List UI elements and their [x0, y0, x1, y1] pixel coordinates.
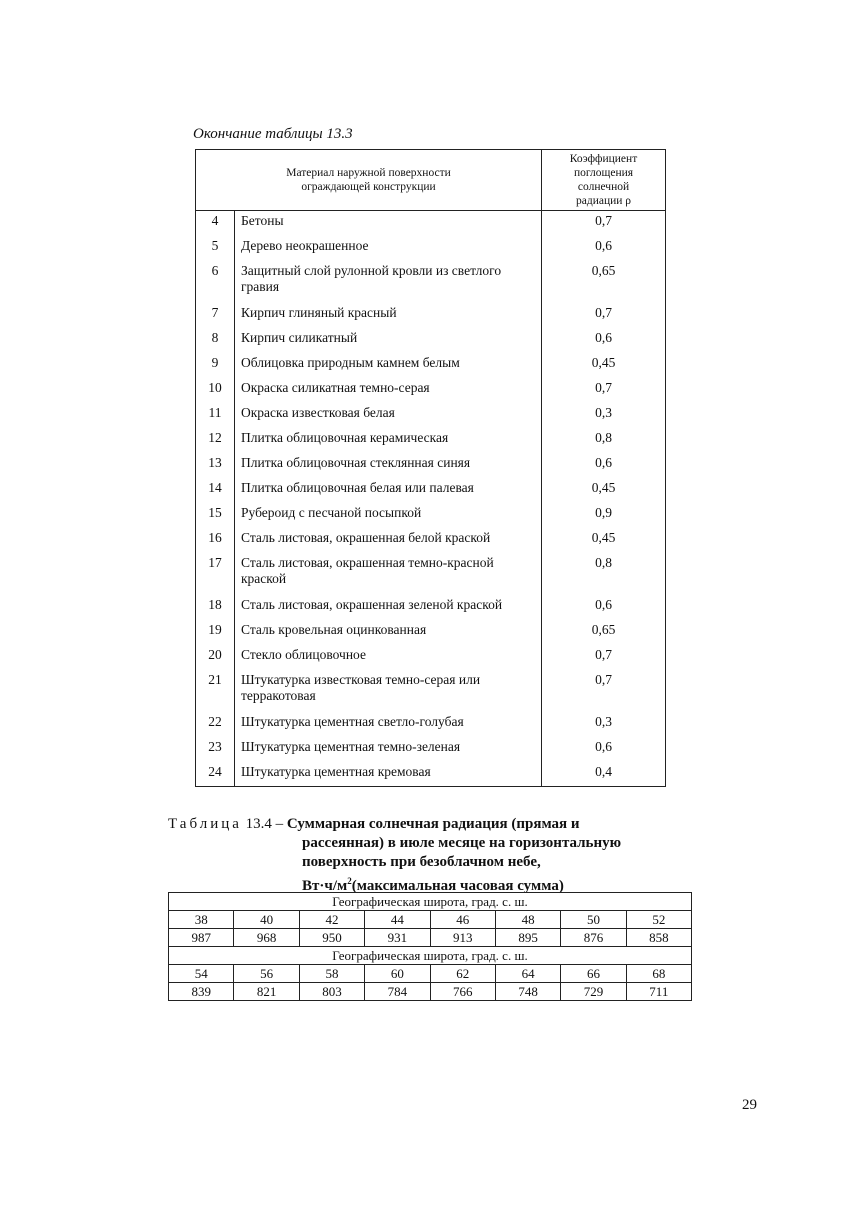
table-13-4-title: [168, 815, 622, 894]
title-line-4: $Вт\cdot ч/м^2(максимальная$ часовая сумма): [302, 876, 564, 894]
row-material: Кирпич силикатный: [235, 328, 542, 353]
row-number: 12: [196, 428, 235, 453]
row-number: 23: [196, 737, 235, 762]
latitude-cell: 40: [234, 911, 299, 929]
row-value: 0,6: [542, 595, 666, 620]
latitude-cell: 50: [561, 911, 626, 929]
latitude-cell: 44: [365, 911, 430, 929]
row-number: 6: [196, 261, 235, 303]
radiation-row-1: [169, 929, 692, 947]
row-number: 8: [196, 328, 235, 353]
latitude-cell: 38: [169, 911, 234, 929]
row-number: 15: [196, 503, 235, 528]
latitude-cell: 66: [561, 965, 626, 983]
table-row: [196, 478, 666, 503]
radiation-cell: 839: [169, 983, 234, 1001]
row-material: Облицовка природным камнем белым: [235, 353, 542, 378]
row-value: 0,6: [542, 236, 666, 261]
row-material: Плитка облицовочная белая или палевая: [235, 478, 542, 503]
row-value: 0,45: [542, 353, 666, 378]
table-row: [196, 762, 666, 787]
table-13-3-body: [196, 211, 666, 787]
row-value: 0,7: [542, 670, 666, 712]
row-material: Рубероид с песчаной посыпкой: [235, 503, 542, 528]
row-value: 0,6: [542, 737, 666, 762]
table-row: [196, 528, 666, 553]
row-material: Бетоны: [235, 211, 542, 236]
table-row: [196, 670, 666, 712]
row-number: 20: [196, 645, 235, 670]
table-row: [196, 353, 666, 378]
table-row: [196, 211, 666, 236]
page-number: 29: [742, 1097, 757, 1113]
table-row: [196, 503, 666, 528]
row-number: 17: [196, 553, 235, 595]
row-number: 11: [196, 403, 235, 428]
latitude-cell: 46: [430, 911, 495, 929]
row-value: 0,8: [542, 553, 666, 595]
row-number: 10: [196, 378, 235, 403]
table-row: [196, 378, 666, 403]
table-row: [196, 645, 666, 670]
row-material: Окраска известковая белая: [235, 403, 542, 428]
latitude-cell: 58: [299, 965, 364, 983]
table-row: [196, 303, 666, 328]
table-13-3: [195, 149, 666, 787]
latitude-cell: 48: [495, 911, 560, 929]
table-row: [196, 595, 666, 620]
row-material: Кирпич глиняный красный: [235, 303, 542, 328]
latitude-row-1: [169, 911, 692, 929]
table-row: [196, 428, 666, 453]
row-number: 13: [196, 453, 235, 478]
radiation-cell: 766: [430, 983, 495, 1001]
row-value: 0,8: [542, 428, 666, 453]
row-material: Сталь листовая, окрашенная зеленой краской: [235, 595, 542, 620]
latitude-cell: 52: [626, 911, 691, 929]
row-number: 24: [196, 762, 235, 787]
row-material: Окраска силикатная темно-серая: [235, 378, 542, 403]
radiation-cell: 987: [169, 929, 234, 947]
table-13-3-caption: Окончание таблицы 13.3: [193, 126, 353, 142]
latitude-cell: 62: [430, 965, 495, 983]
table-row: [196, 328, 666, 353]
row-material: Штукатурка цементная светло-голубая: [235, 712, 542, 737]
radiation-cell: 895: [495, 929, 560, 947]
row-number: 16: [196, 528, 235, 553]
row-number: 21: [196, 670, 235, 712]
table-label: Таблица: [168, 816, 242, 832]
row-value: 0,3: [542, 712, 666, 737]
title-line-3: поверхность при безоблачном небе,: [302, 854, 541, 870]
title-line-1: Суммарная солнечная радиация (прямая и: [286, 816, 580, 832]
header-material: Материал наружной поверхности ограждающей конструкции: [196, 150, 542, 211]
latitude-cell: 56: [234, 965, 299, 983]
table-row: [196, 737, 666, 762]
table-row: [196, 712, 666, 737]
table-13-4: [168, 892, 692, 1001]
radiation-cell: 803: [299, 983, 364, 1001]
radiation-cell: 748: [495, 983, 560, 1001]
row-material: Защитный слой рулонной кровли из светлого гравия: [235, 261, 542, 303]
row-material: Сталь кровельная оцинкованная: [235, 620, 542, 645]
row-value: 0,65: [542, 620, 666, 645]
radiation-cell: 711: [626, 983, 691, 1001]
row-material: Дерево неокрашенное: [235, 236, 542, 261]
latitude-row-2: [169, 965, 692, 983]
row-material: Сталь листовая, окрашенная темно-красной краской: [235, 553, 542, 595]
row-number: 7: [196, 303, 235, 328]
radiation-cell: 876: [561, 929, 626, 947]
row-number: 22: [196, 712, 235, 737]
table-row: [196, 236, 666, 261]
row-value: 0,7: [542, 378, 666, 403]
group-header: Географическая широта, град. с. ш.: [169, 893, 692, 911]
row-number: 18: [196, 595, 235, 620]
radiation-cell: 968: [234, 929, 299, 947]
row-value: 0,4: [542, 762, 666, 787]
row-number: 5: [196, 236, 235, 261]
row-number: 9: [196, 353, 235, 378]
row-material: Штукатурка известковая темно-серая или терракотовая: [235, 670, 542, 712]
row-number: 19: [196, 620, 235, 645]
table-row: [196, 553, 666, 595]
radiation-cell: 729: [561, 983, 626, 1001]
latitude-cell: 54: [169, 965, 234, 983]
row-value: 0,45: [542, 528, 666, 553]
row-number: 4: [196, 211, 235, 236]
row-material: Штукатурка цементная темно-зеленая: [235, 737, 542, 762]
radiation-cell: 858: [626, 929, 691, 947]
radiation-cell: 784: [365, 983, 430, 1001]
row-material: Плитка облицовочная стеклянная синяя: [235, 453, 542, 478]
group-header: Географическая широта, град. с. ш.: [169, 947, 692, 965]
row-value: 0,7: [542, 645, 666, 670]
table-row: [196, 403, 666, 428]
radiation-cell: 950: [299, 929, 364, 947]
row-material: Стекло облицовочное: [235, 645, 542, 670]
row-value: 0,9: [542, 503, 666, 528]
table-row: [196, 453, 666, 478]
table-row: [196, 261, 666, 303]
latitude-cell: 42: [299, 911, 364, 929]
radiation-cell: 913: [430, 929, 495, 947]
latitude-cell: 60: [365, 965, 430, 983]
row-material: Плитка облицовочная керамическая: [235, 428, 542, 453]
row-value: 0,3: [542, 403, 666, 428]
row-value: 0,7: [542, 303, 666, 328]
title-line-2: рассеянная) в июле месяце на горизонтальную: [302, 835, 622, 851]
row-value: 0,6: [542, 328, 666, 353]
row-value: 0,45: [542, 478, 666, 503]
row-material: Штукатурка цементная кремовая: [235, 762, 542, 787]
row-value: 0,7: [542, 211, 666, 236]
table-row: [196, 620, 666, 645]
latitude-cell: 64: [495, 965, 560, 983]
radiation-cell: 931: [365, 929, 430, 947]
header-coefficient: Коэффициент поглощения солнечной радиации ρ: [542, 150, 666, 211]
radiation-row-2: [169, 983, 692, 1001]
table-number: 13.4 –: [245, 816, 284, 832]
row-value: 0,6: [542, 453, 666, 478]
row-number: 14: [196, 478, 235, 503]
row-value: 0,65: [542, 261, 666, 303]
row-material: Сталь листовая, окрашенная белой краской: [235, 528, 542, 553]
latitude-cell: 68: [626, 965, 691, 983]
radiation-cell: 821: [234, 983, 299, 1001]
